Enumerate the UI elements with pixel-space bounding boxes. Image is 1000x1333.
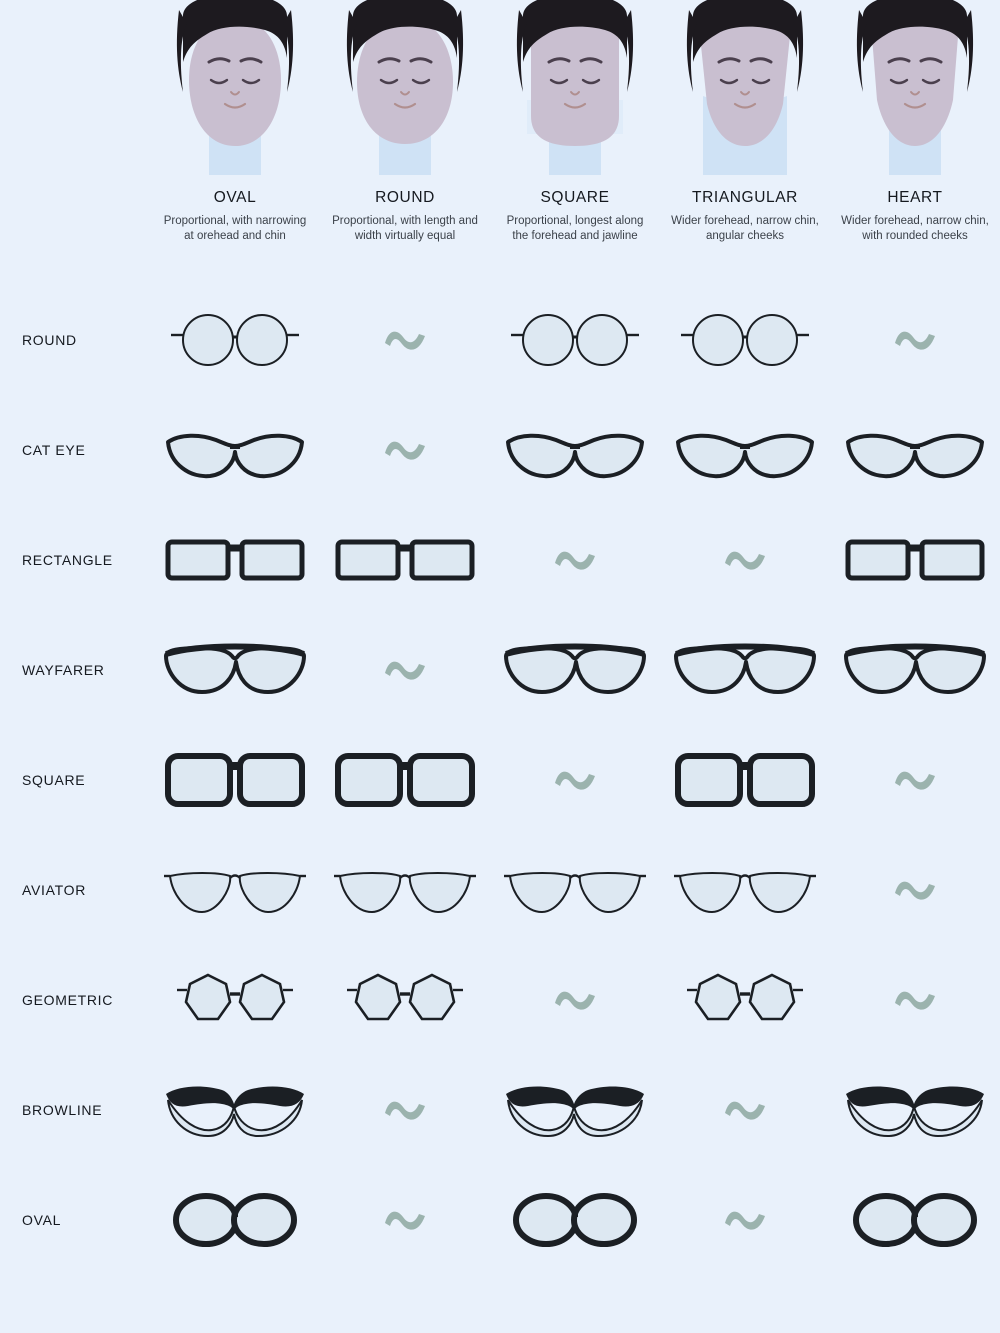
frame-match-wayfarer-triangular: [660, 615, 830, 725]
frame-match-round-triangular: [660, 285, 830, 395]
face-shape-header-oval: [150, 0, 320, 285]
frame-match-aviator-triangular: [660, 835, 830, 945]
frame-nomatch-round-heart: [830, 285, 1000, 395]
face-illustration-triangular: [679, 0, 811, 175]
frame-match-round-oval: [150, 285, 320, 395]
frame-nomatch-wayfarer-round: [320, 615, 490, 725]
frame-match-wayfarer-square: [490, 615, 660, 725]
frame-match-cat-eye-square: [490, 395, 660, 505]
frame-nomatch-square-square: [490, 725, 660, 835]
frame-shape-label-oval: [0, 1165, 150, 1275]
frame-match-cat-eye-oval: [150, 395, 320, 505]
face-shape-description: Wider forehead, narrow chin, with rounded cheeks: [841, 215, 989, 243]
frame-shape-label-square: [0, 725, 150, 835]
frame-shape-label-text: WAYFARER: [22, 662, 105, 678]
frame-match-rectangle-round: [320, 505, 490, 615]
frame-shape-label-text: OVAL: [22, 1212, 62, 1228]
frame-match-browline-square: [490, 1055, 660, 1165]
face-shape-description: Proportional, longest along the forehead and jawline: [506, 215, 644, 243]
face-shape-name: SQUARE: [540, 189, 610, 206]
frame-shape-label-round: [0, 285, 150, 395]
frame-match-aviator-square: [490, 835, 660, 945]
frame-match-square-round: [320, 725, 490, 835]
frame-nomatch-aviator-heart: [830, 835, 1000, 945]
frame-shape-label-text: SQUARE: [22, 772, 86, 788]
frame-shape-label-text: AVIATOR: [22, 882, 87, 898]
frame-match-geometric-triangular: [660, 945, 830, 1055]
face-shape-header-triangular: [660, 0, 830, 285]
frame-shape-label-wayfarer: [0, 615, 150, 725]
frame-match-cat-eye-triangular: [660, 395, 830, 505]
frame-shape-label-rectangle: [0, 505, 150, 615]
frame-nomatch-square-heart: [830, 725, 1000, 835]
face-illustration-heart: [849, 0, 981, 175]
frame-match-oval-oval: [150, 1165, 320, 1275]
chart-corner: [0, 0, 150, 285]
frame-match-rectangle-heart: [830, 505, 1000, 615]
frame-match-wayfarer-oval: [150, 615, 320, 725]
frame-shape-label-text: BROWLINE: [22, 1102, 103, 1118]
frame-shape-label-text: ROUND: [22, 332, 77, 348]
face-illustration-square: [509, 0, 641, 175]
frame-match-rectangle-oval: [150, 505, 320, 615]
frame-match-browline-heart: [830, 1055, 1000, 1165]
frame-shape-label-text: GEOMETRIC: [22, 992, 114, 1008]
face-shape-name: OVAL: [213, 189, 257, 206]
frame-match-square-triangular: [660, 725, 830, 835]
face-shape-description: Proportional, with length and width virtually equal: [332, 215, 478, 243]
face-shape-name: ROUND: [375, 189, 435, 206]
frame-shape-label-text: CAT EYE: [22, 442, 86, 458]
frame-shape-label-aviator: [0, 835, 150, 945]
frame-match-geometric-oval: [150, 945, 320, 1055]
frame-nomatch-oval-triangular: [660, 1165, 830, 1275]
frame-nomatch-geometric-heart: [830, 945, 1000, 1055]
frame-match-aviator-round: [320, 835, 490, 945]
face-shape-header-round: [320, 0, 490, 285]
face-shape-header-square: [490, 0, 660, 285]
face-shape-header-heart: [830, 0, 1000, 285]
frame-match-oval-square: [490, 1165, 660, 1275]
face-illustration-oval: [169, 0, 301, 175]
frame-nomatch-browline-round: [320, 1055, 490, 1165]
frame-match-cat-eye-heart: [830, 395, 1000, 505]
face-shape-description: Wider forehead, narrow chin, angular cheeks: [671, 215, 819, 243]
frame-match-aviator-oval: [150, 835, 320, 945]
frame-shape-label-cat-eye: [0, 395, 150, 505]
frame-nomatch-round-round: [320, 285, 490, 395]
face-illustration-round: [339, 0, 471, 175]
face-shape-name: HEART: [887, 189, 943, 206]
frame-match-square-oval: [150, 725, 320, 835]
frame-match-oval-heart: [830, 1165, 1000, 1275]
frame-nomatch-rectangle-triangular: [660, 505, 830, 615]
frame-nomatch-browline-triangular: [660, 1055, 830, 1165]
frame-nomatch-rectangle-square: [490, 505, 660, 615]
face-shape-name: TRIANGULAR: [692, 189, 798, 206]
frame-match-browline-oval: [150, 1055, 320, 1165]
frame-match-geometric-round: [320, 945, 490, 1055]
frame-match-round-square: [490, 285, 660, 395]
frame-shape-label-geometric: [0, 945, 150, 1055]
frame-shape-label-browline: [0, 1055, 150, 1165]
face-shape-description: Proportional, with narrowing at orehead and chin: [163, 215, 307, 243]
frame-nomatch-oval-round: [320, 1165, 490, 1275]
frame-nomatch-geometric-square: [490, 945, 660, 1055]
frame-match-wayfarer-heart: [830, 615, 1000, 725]
frame-shape-label-text: RECTANGLE: [22, 552, 113, 568]
frame-nomatch-cat-eye-round: [320, 395, 490, 505]
